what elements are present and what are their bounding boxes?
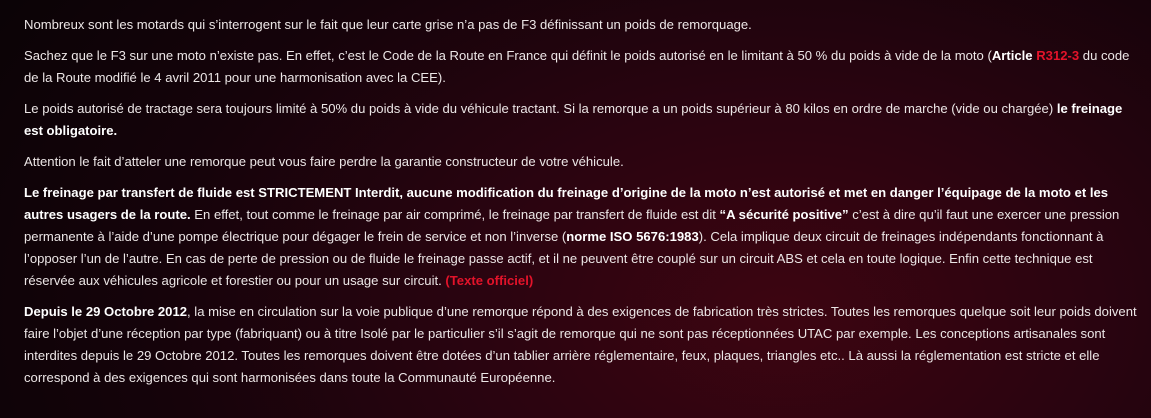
article-body — [24, 14, 1142, 398]
paragraph-fluid-braking: Le freinage par transfert de fluide est STRICTEMENT Interdit, aucune modification du freinage d’origine de la moto n’est autorisé et met en danger l’équipage de la moto et les autres usagers de la route. En effet, tout comme le freinage par air comprimé, le freinage par transfert de fluide est dit “A sécurité positive” c’est à dire qu’il faut une exercer une pression permanente à l’aide d’une pompe électrique pour dégager le frein de service et non l’inverse (norme ISO 5676:1983). Cela implique deux circuit de freinages indépendants fonctionnant à l’opposer l’un de l’autre. En cas de perte de pression ou de fluide le freinage passe actif, et il ne peuvent être couplé sur un circuit ABS et cela en toute logique. Enfin cette technique est réservée aux véhicules agricole et forestier ou pour un usage sur circuit. (Texte officiel) — [24, 185, 1120, 288]
official-text-link[interactable]: (Texte officiel) — [445, 273, 534, 288]
paragraph-warranty-warning: Attention le fait d’atteler une remorque peut vous faire perdre la garantie constructeur de votre véhicule. — [24, 154, 624, 169]
paragraph-intro: Nombreux sont les motards qui s’interrogent sur le fait que leur carte grise n’a pas de F3 définissant un poids de remorquage. — [24, 17, 752, 32]
iso-norm-text: norme ISO 5676:1983 — [566, 229, 699, 244]
positive-safety-text: “A sécurité positive” — [719, 207, 849, 222]
paragraph-f3-explanation: Sachez que le F3 sur une moto n’existe pas. En effet, c’est le Code de la Route en France qui définit le poids autorisé en le limitant à 50 % du poids à vide de la moto (Article R312-3 du code de la Route modifié le 4 avril 2011 pour une harmonisation avec la CEE). — [24, 48, 1130, 85]
braking-mandatory-text: le freinage est obligatoire. — [24, 101, 1123, 138]
paragraph-towing-weight: Le poids autorisé de tractage sera toujours limité à 50% du poids à vide du véhicule tractant. Si la remorque a un poids supérieur à 80 kilos en ordre de marche (vide ou chargée) le freinage est obligatoire. — [24, 101, 1123, 138]
paragraph-regulation-2012: Depuis le 29 Octobre 2012, la mise en circulation sur la voie publique d’une remorque répond à des exigences de fabrication très strictes. Toutes les remorques quelque soit leur poids doivent faire l’objet d’une réception par type (fabriquant) ou à titre Isolé par le particulier s’il s’agit de remorque qui ne sont pas réceptionnées UTAC par exemple. Les conceptions artisanales sont interdites depuis le 29 Octobre 2012. Toutes les remorques doivent être dotées d’un tablier arrière réglementaire, feux, plaques, triangles etc.. Là aussi la réglementation est stricte et elle correspond à des exigences qui sont harmonisées dans toute la Communauté Européenne. — [24, 304, 1137, 385]
article-link[interactable]: Article R312-3 — [991, 48, 1080, 63]
fluid-braking-forbidden-text: Le freinage par transfert de fluide est STRICTEMENT Interdit, aucune modification du freinage d’origine de la moto n’est autorisé et met en danger l’équipage de la moto et les autres usagers de la route. — [24, 185, 1109, 222]
date-2012-text: Depuis le 29 Octobre 2012 — [24, 304, 188, 319]
